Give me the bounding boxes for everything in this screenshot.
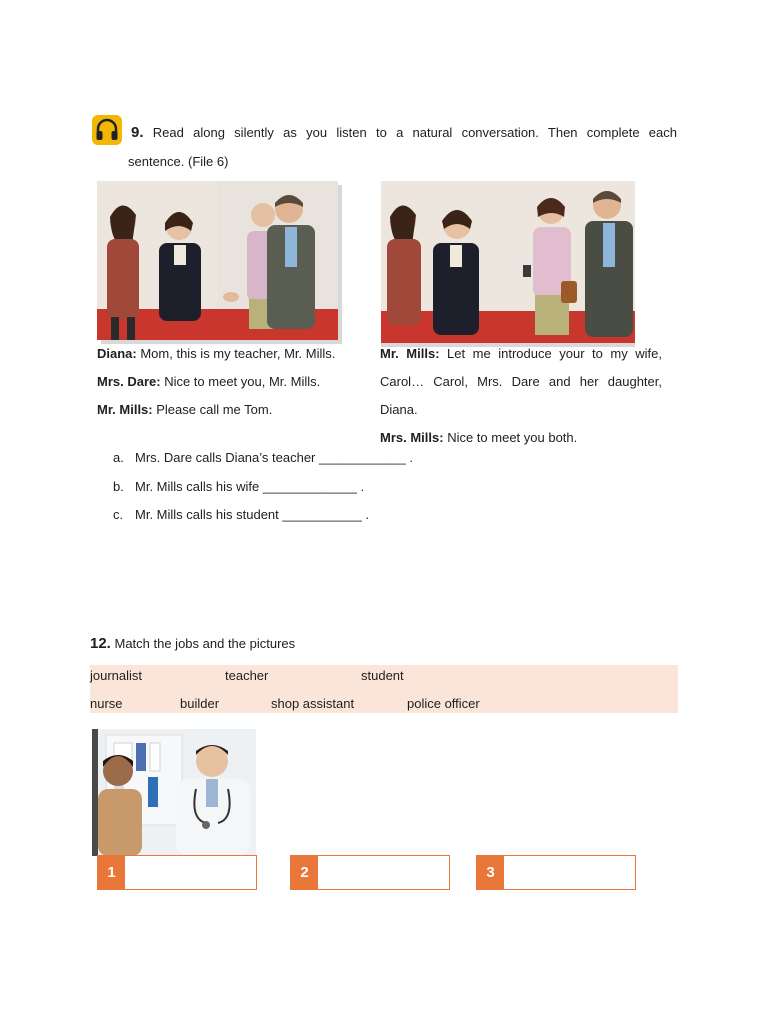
speaker-name: Mr. Mills: [380,346,440,361]
exercise-12-instruction [90,634,295,654]
job-word: journalist [90,668,143,683]
answer-number: 1 [98,856,125,889]
speaker-name: Diana: [97,346,137,361]
conversation-photo-2 [381,181,635,343]
dialogue-line [97,396,367,424]
headphones-icon [92,115,122,145]
question-letter: c. [113,507,124,522]
job-word: builder [180,696,220,711]
job-word: student [361,668,404,683]
exercise-12-number: 12. [90,635,111,652]
question-item [113,473,413,502]
dialogue-line [97,340,367,368]
conversation-photo-1 [97,181,338,340]
dialogue-text: Carol… Carol, Mrs. Dare and her daughter, [380,374,662,389]
dialogue-line [97,368,367,396]
exercise-9-number: 9. [131,124,144,141]
dialogue-right [380,340,662,452]
instruction-line-1: Read along silently as you listen to a natural conversation. Then complete each [152,125,677,140]
job-word: teacher [225,668,269,683]
dialogue-text: Diana. [380,402,418,417]
exercise-9-instruction [131,124,677,142]
answer-number: 3 [477,856,504,889]
dialogue-text: Let me introduce your to my wife, [439,346,662,361]
speaker-name: Mrs. Mills: [380,430,444,445]
doctor-photo [92,729,256,856]
jobs-word-bank [90,665,678,713]
dialogue-text: Nice to meet you both. [443,430,578,445]
job-word: police officer [407,696,480,711]
exercise-12-text: Match the jobs and the pictures [114,636,296,651]
speaker-name: Mr. Mills: [97,402,153,417]
question-text[interactable]: Mr. Mills calls his student ___________ . [135,507,370,522]
question-text[interactable]: Mr. Mills calls his wife _____________ . [135,478,365,494]
dialogue-line [380,340,662,368]
answer-number: 2 [291,856,318,889]
question-letter: a. [113,450,124,465]
instruction-line-2: sentence. (File 6) [128,154,229,169]
dialogue-text: Please call me Tom. [152,402,273,417]
question-item [113,444,413,473]
answer-box-1[interactable] [97,855,257,890]
dialogue-text: Nice to meet you, Mr. Mills. [160,374,321,389]
job-word: shop assistant [271,696,355,711]
dialogue-text: Mom, this is my teacher, Mr. Mills. [136,346,336,361]
speaker-name: Mrs. Dare: [97,374,161,389]
dialogue-left [97,340,367,424]
dialogue-line [380,424,662,452]
question-text[interactable]: Mrs. Dare calls Diana’s teacher ____________ . [135,450,413,465]
question-item [113,501,413,530]
question-list [113,444,413,530]
answer-box-2[interactable] [290,855,450,890]
question-letter: b. [113,478,124,494]
job-word: nurse [90,696,123,711]
answer-box-3[interactable] [476,855,636,890]
